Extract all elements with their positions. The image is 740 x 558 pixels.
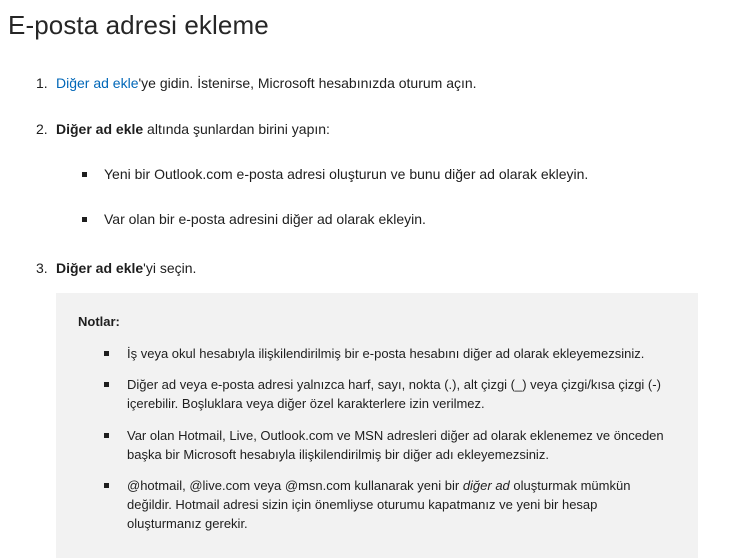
step-text: [56, 75, 477, 91]
note-fragment: @hotmail, @live.com veya @msn.com kullanarak yeni bir: [127, 478, 463, 493]
note-text: [127, 375, 687, 413]
bullet-icon: [104, 351, 109, 356]
note-fragment: oluşturmak mümkün: [509, 478, 631, 493]
note-text: [127, 426, 687, 464]
notes-title: Notlar:: [78, 314, 120, 329]
notes-box: [56, 293, 698, 558]
bullet-icon: [104, 382, 109, 387]
note-line: Var olan Hotmail, Live, Outlook.com ve MSN adresleri diğer ad olarak eklenemez ve önceden: [127, 428, 664, 443]
note-line: oluşturmanız gerekir.: [127, 516, 248, 531]
note-line: başka bir Microsoft hesabıyla ilişkilendirilmiş bir diğer adı ekleyemezsiniz.: [127, 447, 549, 462]
step-bold: Diğer ad ekle: [56, 121, 144, 137]
step-text: [56, 121, 330, 137]
page-title: E-posta adresi ekleme: [8, 10, 269, 40]
step-bold: Diğer ad ekle: [56, 260, 144, 276]
step-number: 1.: [36, 75, 48, 91]
bullet-icon: [82, 217, 87, 222]
note-emphasis: diğer ad: [462, 478, 510, 493]
note-line: Diğer ad veya e-posta adresi yalnızca harf, sayı, nokta (.), alt çizgi (_) veya çizgi/kısa çizgi (-): [127, 377, 661, 392]
option-text: Yeni bir Outlook.com e-posta adresi oluşturun ve bunu diğer ad olarak ekleyin.: [104, 166, 589, 182]
bullet-icon: [82, 172, 87, 177]
note-line: İş veya okul hesabıyla ilişkilendirilmiş bir e-posta hesabını diğer ad olarak ekleyemezsiniz.: [127, 346, 645, 361]
step-text-rest: altında şunlardan birini yapın:: [143, 121, 330, 137]
step-text: [56, 260, 196, 276]
step-number: 3.: [36, 260, 48, 276]
step-text-rest: 'yi seçin.: [143, 260, 197, 276]
bullet-icon: [104, 433, 109, 438]
bullet-icon: [104, 483, 109, 488]
step-number: 2.: [36, 121, 48, 137]
note-text: [127, 344, 687, 363]
option-text: Var olan bir e-posta adresini diğer ad olarak ekleyin.: [104, 211, 426, 227]
note-text: [127, 476, 687, 533]
note-line: içerebilir. Boşluklara veya diğer özel karakterlere izin verilmez.: [127, 396, 485, 411]
note-line: [127, 476, 687, 495]
add-alias-link[interactable]: Diğer ad ekle: [56, 75, 139, 91]
step-text-rest: 'ye gidin. İstenirse, Microsoft hesabınızda oturum açın.: [138, 75, 477, 91]
note-line: değildir. Hotmail adresi sizin için önemliyse oturumu kapatmanız ve yeni bir hesap: [127, 497, 598, 512]
